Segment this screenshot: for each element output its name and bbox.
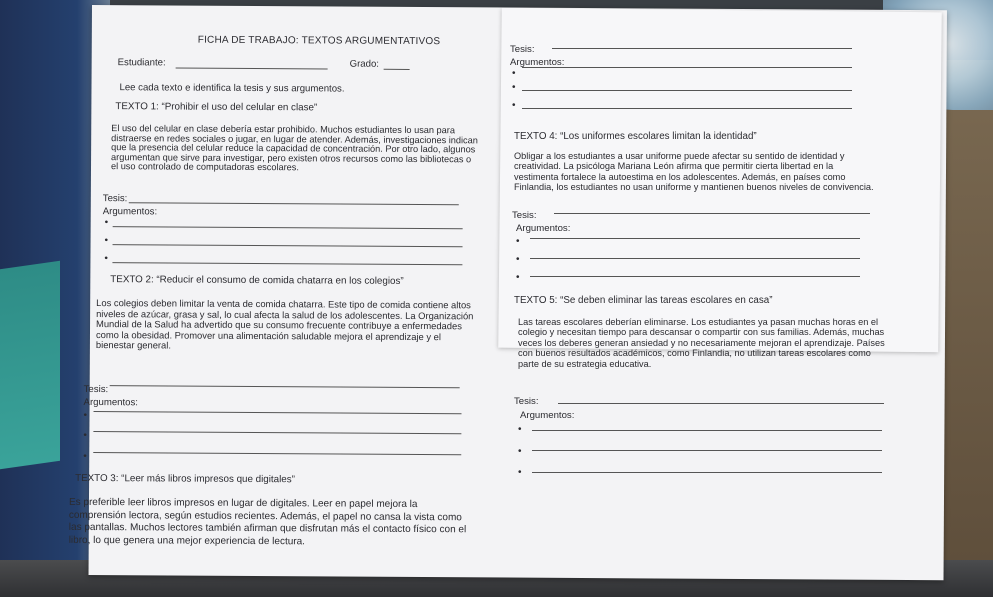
bullet-icon: • bbox=[104, 217, 109, 229]
text2-line: bienestar general. bbox=[95, 339, 172, 351]
bullet-icon: • bbox=[83, 429, 87, 441]
text2-thesis-field[interactable] bbox=[110, 385, 460, 388]
background-teal-object bbox=[0, 261, 60, 469]
text5-line: colegio y necesitan tiempo para descansar o compartir con sus familias. Además, muchas bbox=[518, 327, 885, 338]
text4-line: Obligar a los estudiantes a usar uniforme puede afectar su sentido de identidad y bbox=[514, 151, 845, 161]
bullet-icon: • bbox=[83, 409, 88, 421]
text5-line: con buenos resultados académicos, como Finlandia, no utilizan tareas escolares como bbox=[518, 348, 871, 359]
instruction-text: Lee cada texto e identifica la tesis y sus argumentos. bbox=[119, 82, 345, 95]
text3-line: Es preferible leer libros impresos en lugar de digitales. Leer en papel mejora la bbox=[68, 496, 418, 510]
bullet-icon: • bbox=[516, 236, 520, 247]
bullet-icon: • bbox=[512, 68, 516, 79]
top-argument-field[interactable] bbox=[522, 67, 852, 68]
bullet-icon: • bbox=[516, 254, 520, 265]
top-thesis-field[interactable] bbox=[552, 48, 852, 49]
text2-body bbox=[96, 298, 478, 353]
text4-title: TEXTO 4: “Los uniformes escolares limitan la identidad” bbox=[514, 131, 757, 142]
text2-argument-field[interactable] bbox=[93, 452, 461, 455]
bullet-icon: • bbox=[512, 82, 516, 93]
text5-line: veces los deberes generan ansiedad y no necesariamente mejoran el aprendizaje. Países bbox=[518, 337, 885, 348]
text3-line: las pantallas. Muchos lectores también afirman que disfrutan más el contacto físico con el bbox=[68, 521, 467, 536]
text1-line: el uso controlado de computadoras escolares. bbox=[110, 161, 299, 173]
bullet-icon: • bbox=[518, 446, 522, 457]
text2-line: Los colegios deben limitar la venta de comida chatarra. Este tipo de comida contiene altos bbox=[96, 297, 471, 311]
text4-line: Finlandia, los estudiantes no usan uniforme y mantienen buenos niveles de convivencia. bbox=[514, 182, 874, 193]
text3-title: TEXTO 3: “Leer más libros impresos que digitales” bbox=[75, 472, 295, 486]
text2-line: niveles de azúcar, grasa y sal, lo cual afecta la salud de los adolescentes. La Organización bbox=[96, 307, 474, 321]
text5-argument-field[interactable] bbox=[532, 472, 882, 473]
text1-line: distraerse en redes sociales o jugar, en lugar de atender. Además, investigaciones indican bbox=[111, 132, 478, 145]
text4-thesis-label: Tesis: bbox=[512, 210, 537, 221]
student-field[interactable] bbox=[176, 68, 328, 70]
text2-line: Mundial de la Salud ha advertido que su consumo frecuente contribuye a enfermedades bbox=[96, 318, 462, 332]
bullet-icon: • bbox=[512, 100, 516, 111]
text4-line: creatividad. La psicóloga Mariana León afirma que permitir cierta libertad en la bbox=[514, 161, 834, 172]
text2-argument-field[interactable] bbox=[94, 411, 462, 414]
text4-thesis-field[interactable] bbox=[554, 213, 870, 214]
bullet-icon: • bbox=[518, 467, 522, 478]
text1-argument-field[interactable] bbox=[113, 244, 463, 247]
text3-line: comprensión lectora, según estudios recientes. Además, el papel no cansa la vista como bbox=[68, 509, 462, 523]
text3-line: libro, lo que genera una mejor experiencia de lectura. bbox=[68, 534, 306, 547]
text4-argument-field[interactable] bbox=[530, 238, 860, 239]
text5-argument-field[interactable] bbox=[532, 430, 882, 431]
grade-label: Grado: bbox=[349, 58, 380, 70]
text5-line: parte de su estrategia educativa. bbox=[518, 358, 652, 369]
text1-line: argumentan que sirve para investigar, pero existen otros recursos como las bibliotecas o bbox=[111, 151, 472, 165]
text4-line: vestimenta fortalece la autoestima en los adolescentes. Además, en países como bbox=[514, 171, 846, 182]
text1-thesis-field[interactable] bbox=[129, 202, 459, 205]
text1-title: TEXTO 1: “Prohibir el uso del celular en clase” bbox=[115, 101, 318, 114]
worksheet-title: FICHA DE TRABAJO: TEXTOS ARGUMENTATIVOS bbox=[197, 34, 441, 48]
grade-field[interactable] bbox=[384, 69, 410, 70]
bullet-icon: • bbox=[104, 253, 109, 265]
text1-arguments-label: Argumentos: bbox=[102, 206, 158, 218]
bullet-icon: • bbox=[83, 450, 87, 462]
text5-body bbox=[518, 317, 890, 369]
text3-body bbox=[69, 497, 483, 550]
text4-body bbox=[514, 151, 876, 193]
text5-thesis-label: Tesis: bbox=[514, 396, 539, 407]
text5-argument-field[interactable] bbox=[532, 450, 882, 451]
text5-thesis-field[interactable] bbox=[558, 403, 884, 404]
text5-arguments-label: Argumentos: bbox=[520, 410, 575, 421]
text1-line: El uso del celular en clase debería estar prohibido. Muchos estudiantes lo usan para bbox=[111, 123, 456, 136]
text4-argument-field[interactable] bbox=[530, 276, 860, 277]
bullet-icon: • bbox=[516, 272, 520, 283]
student-label: Estudiante: bbox=[117, 57, 166, 69]
text4-argument-field[interactable] bbox=[530, 258, 860, 259]
top-argument-field[interactable] bbox=[522, 108, 852, 109]
text1-argument-field[interactable] bbox=[112, 262, 462, 265]
text4-arguments-label: Argumentos: bbox=[516, 223, 571, 234]
text5-line: Las tareas escolares deberían eliminarse. Los estudiantes ya pasan muchas horas en el bbox=[518, 317, 879, 327]
top-argument-field[interactable] bbox=[522, 90, 852, 91]
top-arguments-label: Argumentos: bbox=[510, 57, 565, 68]
text1-thesis-label: Tesis: bbox=[102, 193, 128, 205]
text1-line: que la presencia del celular reduce la capacidad de concentración. Por otro lado, algunos bbox=[111, 142, 476, 155]
right-column bbox=[500, 20, 920, 580]
bullet-icon: • bbox=[518, 424, 522, 435]
bullet-icon: • bbox=[104, 235, 109, 247]
text1-body bbox=[111, 124, 483, 174]
top-thesis-label: Tesis: bbox=[510, 44, 535, 55]
text2-arguments-label: Argumentos: bbox=[83, 396, 139, 409]
text5-title: TEXTO 5: “Se deben eliminar las tareas escolares en casa” bbox=[514, 295, 773, 306]
text2-thesis-label: Tesis: bbox=[83, 383, 109, 396]
text1-argument-field[interactable] bbox=[113, 226, 463, 229]
text2-argument-field[interactable] bbox=[93, 431, 461, 434]
text2-title: TEXTO 2: “Reducir el consumo de comida chatarra en los colegios” bbox=[110, 274, 404, 287]
text2-line: como la obesidad. Promover una alimentación saludable mejora el aprendizaje y el bbox=[95, 328, 442, 342]
